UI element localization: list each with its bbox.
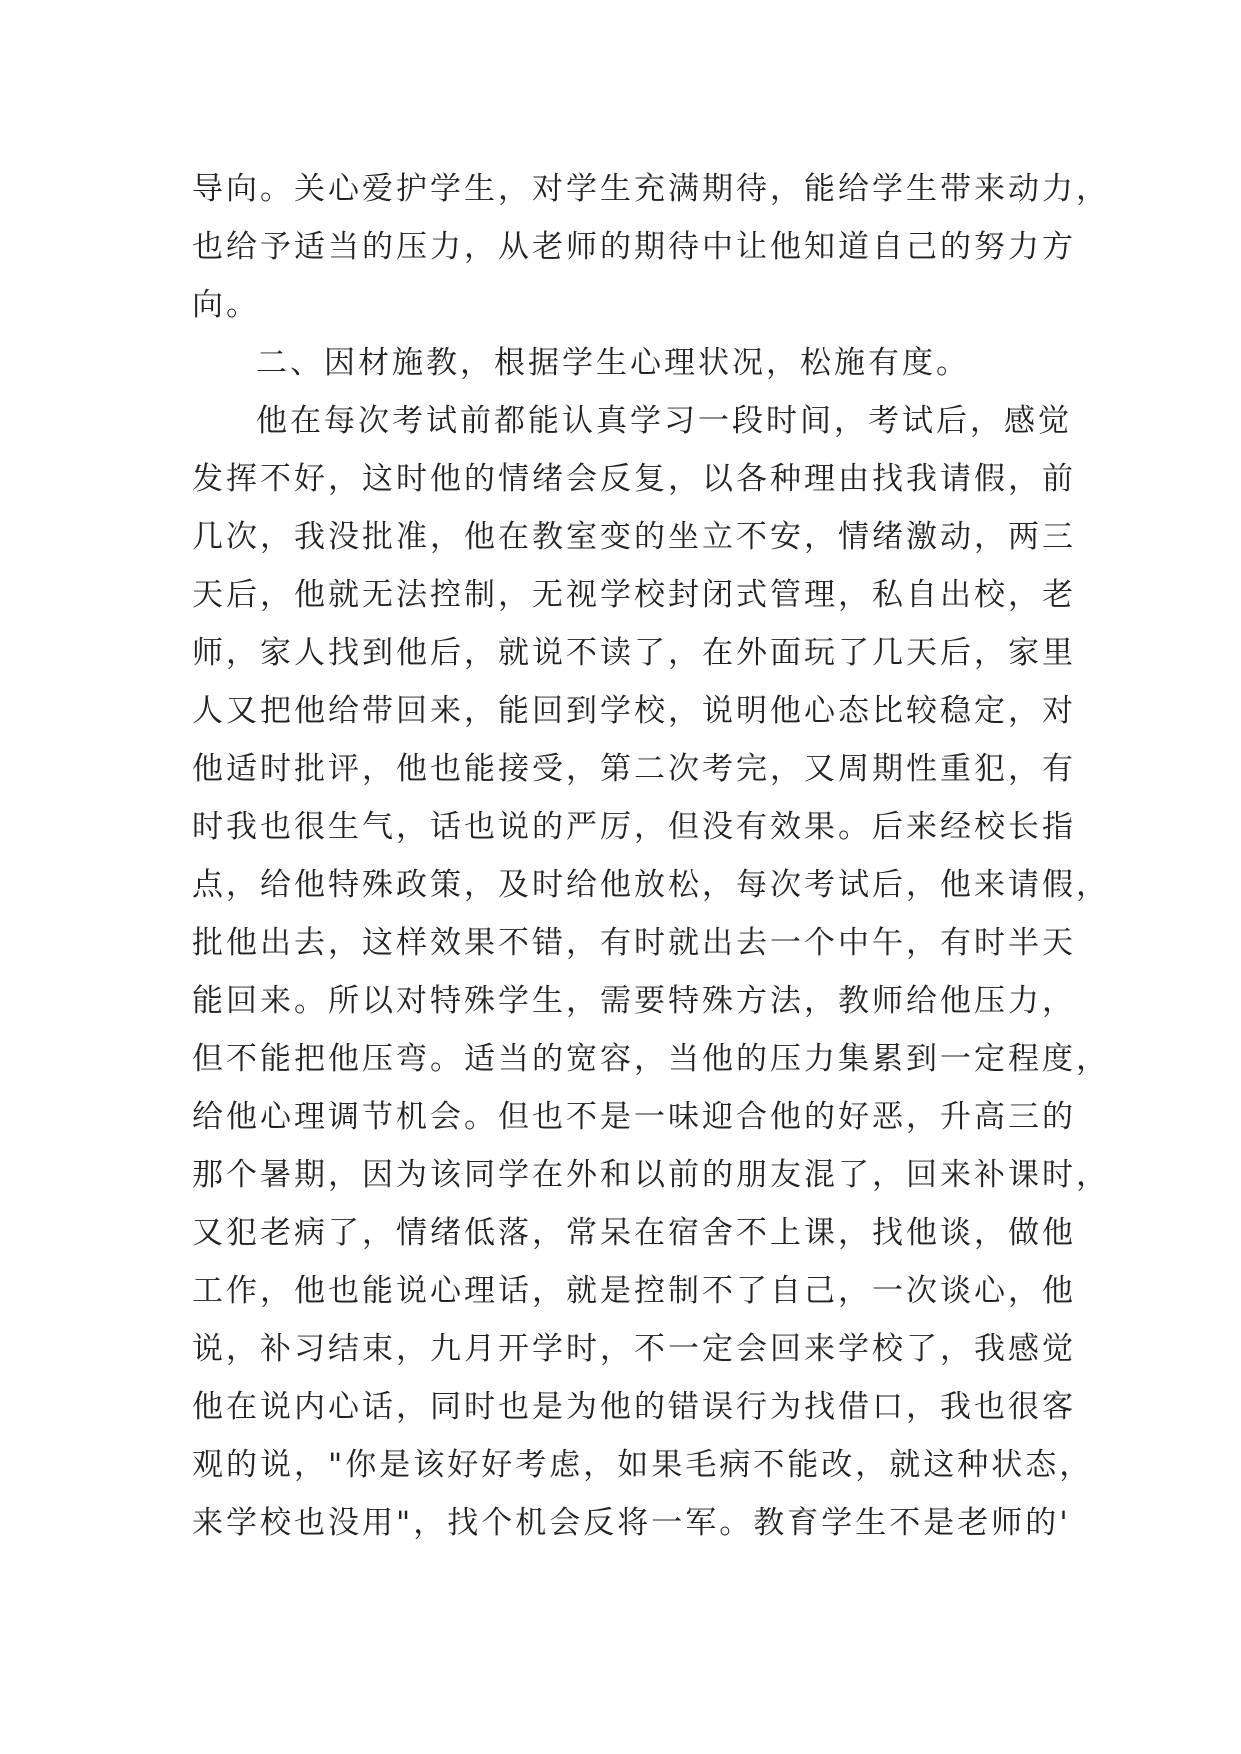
text-line: 观的说，"你是该好好考虑，如果毛病不能改，就这种状态， (192, 1447, 1094, 1483)
text-line: 师，家人找到他后，就说不读了，在外面玩了几天后，家里 (192, 635, 1076, 671)
text-line: 又犯老病了，情绪低落，常呆在宿舍不上课，找他谈，做他 (192, 1215, 1076, 1251)
text-line: 人又把他给带回来，能回到学校，说明他心态比较稳定，对 (192, 693, 1076, 729)
text-line: 给他心理调节机会。但也不是一味迎合他的好恶，升高三的 (192, 1099, 1076, 1135)
text-line: 导向。关心爱护学生，对学生充满期待，能给学生带来动力， (192, 171, 1110, 207)
text-line: 点，给他特殊政策，及时给他放松，每次考试后，他来请假， (192, 867, 1110, 903)
text-line: 他适时批评，他也能接受，第二次考完，又周期性重犯，有 (192, 751, 1076, 787)
text-line: 向。 (192, 287, 260, 323)
text-line: 时我也很生气，话也说的严厉，但没有效果。后来经校长指 (192, 809, 1076, 845)
text-line: 也给予适当的压力，从老师的期待中让他知道自己的努力方 (192, 229, 1076, 265)
text-line: 说，补习结束，九月开学时，不一定会回来学校了，我感觉 (192, 1331, 1076, 1367)
paragraph-first-line: 他在每次考试前都能认真学习一段时间，考试后，感觉 (256, 403, 1072, 439)
text-line: 能回来。所以对特殊学生，需要特殊方法，教师给他压力， (192, 983, 1076, 1019)
text-line: 几次，我没批准，他在教室变的坐立不安，情绪激动，两三 (192, 519, 1076, 555)
document-body (192, 160, 1110, 1552)
text-line: 那个暑期，因为该同学在外和以前的朋友混了，回来补课时， (192, 1157, 1110, 1193)
text-line: 他在说内心话，同时也是为他的错误行为找借口，我也很客 (192, 1389, 1076, 1425)
text-line: 来学校也没用"，找个机会反将一军。教育学生不是老师的' (192, 1505, 1071, 1541)
text-line: 发挥不好，这时他的情绪会反复，以各种理由找我请假，前 (192, 461, 1076, 497)
text-line: 批他出去，这样效果不错，有时就出去一个中午，有时半天 (192, 925, 1076, 961)
text-line: 天后，他就无法控制，无视学校封闭式管理，私自出校，老 (192, 577, 1076, 613)
section-heading: 二、因材施教，根据学生心理状况，松施有度。 (256, 345, 970, 381)
text-line: 但不能把他压弯。适当的宽容，当他的压力集累到一定程度， (192, 1041, 1110, 1077)
text-line: 工作，他也能说心理话，就是控制不了自己，一次谈心，他 (192, 1273, 1076, 1309)
